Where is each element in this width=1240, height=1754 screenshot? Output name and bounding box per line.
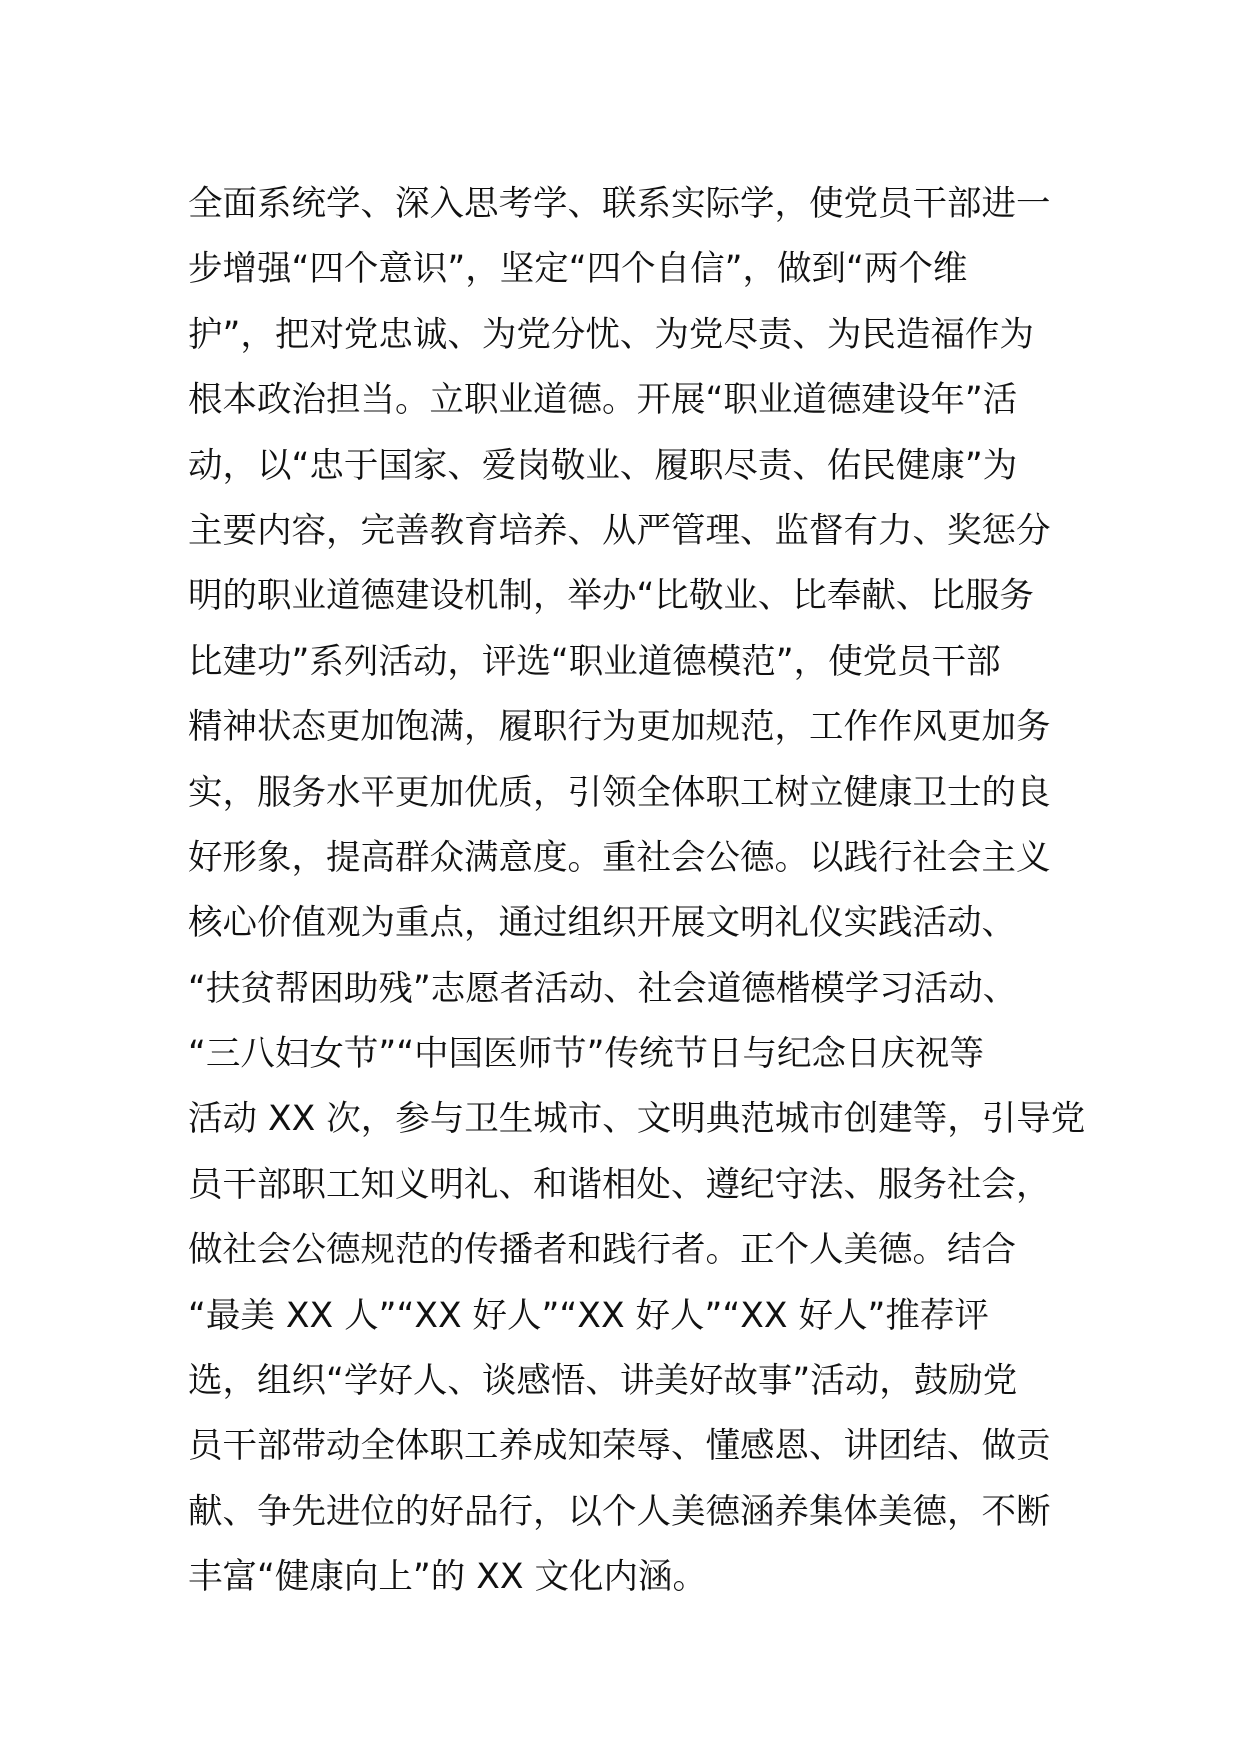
paragraph-line: 护”，把对党忠诚、为党分忧、为党尽责、为民造福作为: [188, 314, 1034, 355]
paragraph-line: 丰富“健康向上”的 XX 文化内涵。: [188, 1557, 707, 1598]
paragraph-line: 好形象，提高群众满意度。重社会公德。以践行社会主义: [188, 837, 1051, 878]
paragraph-line: 员干部职工知义明礼、和谐相处、遵纪守法、服务社会，: [188, 1164, 1051, 1205]
paragraph-line: 献、争先进位的好品行，以个人美德涵养集体美德，不断: [188, 1491, 1051, 1532]
paragraph-line: 实，服务水平更加优质，引领全体职工树立健康卫士的良: [188, 772, 1051, 813]
paragraph-line: “三八妇女节”“中国医师节”传统节日与纪念日庆祝等: [188, 1034, 984, 1075]
paragraph-line: 核心价值观为重点，通过组织开展文明礼仪实践活动、: [188, 903, 1016, 944]
paragraph-line: “最美 XX 人”“XX 好人”“XX 好人”“XX 好人”推荐评: [188, 1295, 989, 1336]
paragraph-line: 明的职业道德建设机制，举办“比敬业、比奉献、比服务: [188, 576, 1034, 617]
paragraph-line: “扶贫帮困助残”志愿者活动、社会道德楷模学习活动、: [188, 968, 1018, 1009]
paragraph-line: 全面系统学、深入思考学、联系实际学，使党员干部进一: [188, 184, 1051, 224]
paragraph-line: 选，组织“学好人、谈感悟、讲美好故事”活动，鼓励党: [188, 1361, 1018, 1402]
paragraph-line: 主要内容，完善教育培养、从严管理、监督有力、奖惩分: [188, 510, 1051, 551]
paragraph-line: 做社会公德规范的传播者和践行者。正个人美德。结合: [188, 1230, 1016, 1271]
body-paragraph: [188, 172, 1086, 1611]
paragraph-line: 步增强“四个意识”，坚定“四个自信”，做到“两个维: [188, 249, 968, 290]
paragraph-line: 比建功”系列活动，评选“职业道德模范”，使党员干部: [188, 641, 1001, 682]
paragraph-line: 员干部带动全体职工养成知荣辱、懂感恩、讲团结、做贡: [188, 1426, 1051, 1467]
paragraph-line: 动，以“忠于国家、爱岗敬业、履职尽责、佑民健康”为: [188, 445, 1018, 486]
paragraph-line: 精神状态更加饱满，履职行为更加规范，工作作风更加务: [188, 707, 1051, 748]
paragraph-line: 根本政治担当。立职业道德。开展“职业道德建设年”活: [188, 380, 1018, 421]
paragraph-line: 活动 XX 次，参与卫生城市、文明典范城市创建等，引导党: [188, 1099, 1086, 1140]
